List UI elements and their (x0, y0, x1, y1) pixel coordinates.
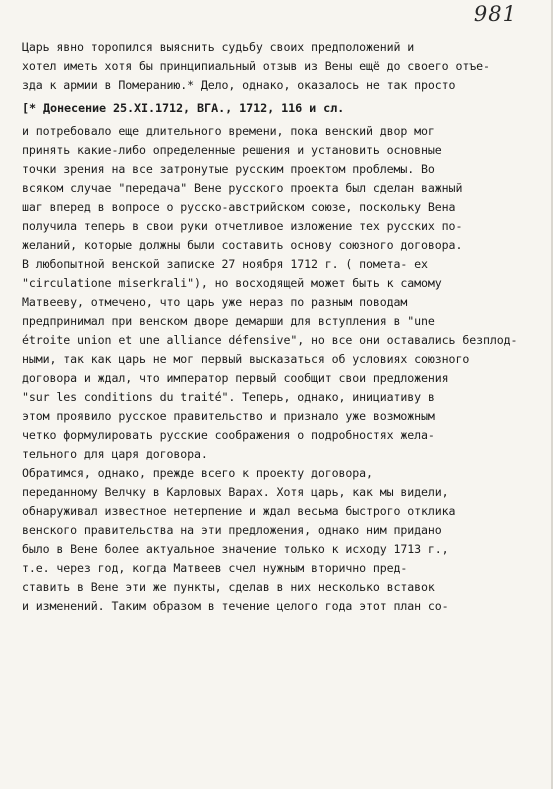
page-number: 981 (473, 2, 517, 26)
text-line: предпринимал при венском дворе демарши для вступления в "une (22, 314, 435, 328)
text-line: и изменений. Таким образом в течение целого года этот план со- (22, 599, 449, 613)
text-line: обнаруживал известное нетерпение и ждал весьма быстрого отклика (22, 504, 456, 518)
text-line: всяком случае "передача" Вене русского проекта был сделан важный (22, 181, 463, 195)
text-line: договора и ждал, что император первый сообщит свои предложения (22, 371, 449, 385)
text-line: получила теперь в свои руки отчетливое изложение тех русских по- (22, 219, 463, 233)
text-line: шаг вперед в вопросе о русско-австрийском союзе, поскольку Вена (22, 200, 456, 214)
text-line: Матвееву, отмечено, что царь уже нераз по разным поводам (22, 295, 408, 309)
text-line: четко формулировать русские соображения о подробностях жела- (22, 428, 435, 442)
text-line: "circulatione miserkrali"), но восходящей может быть к самому (22, 276, 442, 290)
text-line: т.е. через год, когда Матвеев счел нужным вторично пред- (22, 561, 408, 575)
footnote-line: [* Донесение 25.XI.1712, ВГА., 1712, 116 и сл. (22, 101, 345, 115)
text-line: и потребовало еще длительного времени, пока венский двор мог (22, 124, 435, 138)
text-line: тельного для царя договора. (22, 447, 208, 461)
text-line: ными, так как царь не мог первый высказаться об условиях союзного (22, 352, 470, 366)
text-line: Обратимся, однако, прежде всего к проекту договора, (22, 466, 373, 480)
text-line: "sur les conditions du traité". Теперь, однако, инициативу в (22, 390, 435, 404)
text-line: Царь явно торопился выяснить судьбу своих предположений и (22, 40, 415, 54)
text-line: В любопытной венской записке 27 ноября 1712 г. ( помета- ex (22, 257, 428, 271)
text-line: было в Вене более актуальное значение только к исходу 1713 г., (22, 542, 449, 556)
text-line: точки зрения на все затронутые русским проектом проблемы. Во (22, 162, 435, 176)
text-line: ставить в Вене эти же пункты, сделав в них несколько вставок (22, 580, 435, 594)
text-line: хотел иметь хотя бы принципиальный отзыв из Вены ещё до своего отъе- (22, 59, 490, 73)
text-line: переданному Велчку в Карловых Варах. Хотя царь, как мы видели, (22, 485, 449, 499)
text-line: этом проявило русское правительство и признало уже возможным (22, 409, 435, 423)
document-body (22, 38, 547, 616)
text-line: étroite union et une alliance défensive", но все они оставались безплод- (22, 333, 518, 347)
text-line: венского правительства на эти предложения, однако ним придано (22, 523, 442, 537)
text-line: желаний, которые должны были составить основу союзного договора. (22, 238, 463, 252)
text-line: принять какие-либо определенные решения и установить основные (22, 143, 442, 157)
text-line: зда к армии в Померанию.* Дело, однако, оказалось не так просто (22, 78, 456, 92)
